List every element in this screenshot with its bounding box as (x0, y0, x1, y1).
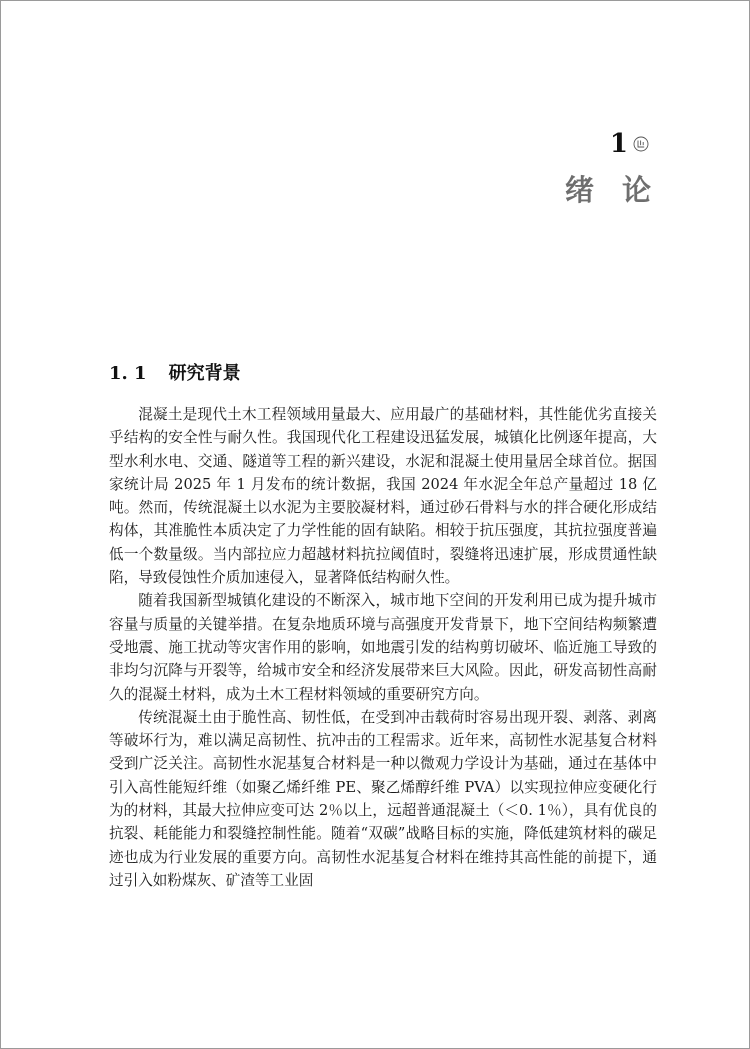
body-text (109, 403, 657, 892)
section-title: 研究背景 (168, 363, 241, 384)
paragraph: 传统混凝土由于脆性高、韧性低，在受到冲击载荷时容易出现开裂、剥落、剥离等破坏行为，难以满足高韧性、抗冲击的工程需求。近年来，高韧性水泥基复合材料受到广泛关注。高韧性水泥基复合材料是一种以微观力学设计为基础，通过在基体中引入高性能短纤维（如聚乙烯纤维 PE、聚乙烯醇纤维 PVA）以实现拉伸应变硬化行为的材料，其最大拉伸应变可达 2％以上，远超普通混凝土（＜0. 1％），具有优良的抗裂、耗能能力和裂缝控制性能。随着“双碳”战略目标的实施，降低建筑材料的碳足迹也成为行业发展的重要方向。高韧性水泥基复合材料在维持其高性能的前提下，通过引入如粉煤灰、矿渣等工业固 (109, 708, 657, 889)
section-heading (109, 363, 241, 385)
paragraph: 随着我国新型城镇化建设的不断深入，城市地下空间的开发利用已成为提升城市容量与质量的关键举措。在复杂地质环境与高强度开发背景下，地下空间结构频繁遭受地震、施工扰动等灾害作用的影响，如地震引发的结构剪切破坏、临近施工导致的非均匀沉降与开裂等，给城市安全和经济发展带来巨大风险。因此，研发高韧性高耐久的混凝土材料，成为土木工程材料领域的重要研究方向。 (109, 592, 657, 703)
chapter-title: 绪论 (564, 173, 679, 207)
paragraph: 混凝土是现代土木工程领域用量最大、应用最广的基础材料，其性能优劣直接关乎结构的安全性与耐久性。我国现代化工程建设迅猛发展，城镇化比例逐年提高，大型水利水电、交通、隧道等工程的新兴建设，水泥和混凝土使用量居全球首位。据国家统计局 2025 年 1 月发布的统计数据，我国 2024 年水泥全年总产量超过 18 亿吨。然而，传统混凝土以水泥为主要胶凝材料，通过砂石骨料与水的拌合硬化形成结构体，其准脆性本质决定了力学性能的固有缺陷。相较于抗压强度，其抗拉强度普遍低一个数量级。当内部拉应力超越材料抗拉阈值时，裂缝将迅速扩展，形成贯通性缺陷，导致侵蚀性介质加速侵入，显著降低结构耐久性。 (109, 406, 657, 587)
section-number: 1. 1 (109, 363, 147, 384)
chapter-number: 1 (609, 129, 628, 159)
chapter-header (610, 131, 649, 157)
chapter-ornament-icon (633, 136, 649, 152)
